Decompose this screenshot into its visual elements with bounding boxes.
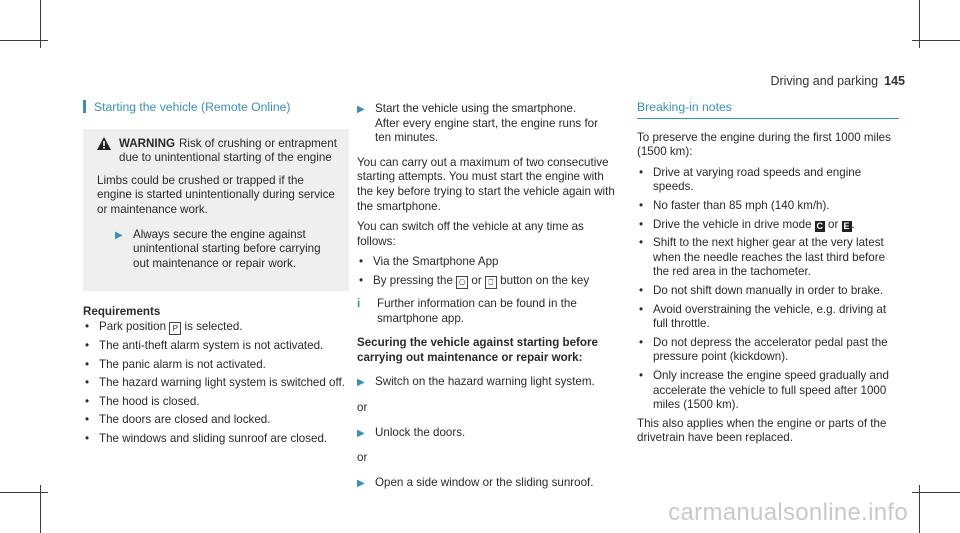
- step1-text: Start the vehicle using the smartphone.: [375, 102, 577, 115]
- warning-step-text: Always secure the engine against unintentional starting before carrying out maintenance or repair work.: [133, 227, 321, 270]
- column-right: [637, 100, 899, 452]
- warning-label: WARNING: [119, 136, 176, 150]
- warning-box: [83, 129, 349, 292]
- list-item: • Via the Smartphone App: [357, 255, 617, 270]
- requirements-title: Requirements: [83, 305, 161, 319]
- step-arrow-icon: ▶: [115, 229, 123, 241]
- list-item: • The doors are closed and locked.: [83, 413, 349, 428]
- info-note: [357, 297, 617, 326]
- switch-off-list: [357, 255, 617, 289]
- column-left: [83, 100, 349, 451]
- crop-mark: [0, 40, 48, 41]
- list-item: [357, 274, 617, 289]
- step-text: Unlock the doors.: [375, 425, 466, 439]
- or-text: or: [357, 451, 368, 465]
- warning-triangle-icon: [97, 137, 111, 166]
- req-park-post: is selected.: [184, 319, 243, 333]
- list-item: • Avoid overstraining the vehicle, e.g. driving at full throttle.: [637, 303, 899, 332]
- section-title-text: Starting the vehicle (Remote Online): [94, 100, 291, 114]
- step: [357, 476, 617, 492]
- list-item: • Do not depress the accelerator pedal past the pressure point (kickdown).: [637, 336, 899, 365]
- breaking-in-list: [637, 166, 899, 413]
- paragraph: You can carry out a maximum of two consecutive starting attempts. You must start the engine with the key before trying to start the vehicle again with the smartphone.: [357, 155, 615, 213]
- requirements-list: [83, 320, 349, 447]
- lock-key-icon: ⎔: [456, 276, 468, 289]
- breaking-in-title: Breaking-in notes: [637, 100, 899, 119]
- park-key-icon: P: [169, 322, 181, 335]
- column-middle: [357, 100, 617, 501]
- header-section: Driving and parking: [770, 74, 879, 88]
- or-word: or: [471, 273, 482, 287]
- step: [357, 426, 617, 442]
- list-item: • Drive at varying road speeds and engine speeds.: [637, 166, 899, 195]
- paragraph: To preserve the engine during the first 1000 miles (1500 km):: [637, 130, 891, 159]
- page-header: [770, 74, 905, 88]
- step: [357, 102, 617, 146]
- paragraph: This also applies when the engine or parts of the drivetrain have been replaced.: [637, 416, 887, 445]
- list-item: • No faster than 85 mph (140 km/h).: [637, 199, 899, 214]
- crop-mark: [0, 492, 48, 493]
- drive-mode-pre: Drive the vehicle in drive mode: [653, 217, 812, 231]
- warning-body: Limbs could be crushed or trapped if the engine is started unintentionally during service or maintenance work.: [97, 173, 335, 216]
- step-text: [375, 102, 617, 146]
- list-item: • Do not shift down manually in order to brake.: [637, 284, 899, 299]
- step-text: Switch on the hazard warning light system.: [375, 375, 595, 389]
- warning-headline: Risk of crushing or entrapment due to unintentional starting of the engine: [119, 136, 337, 165]
- list-item: • The panic alarm is not activated.: [83, 358, 349, 373]
- list-item: • Only increase the engine speed gradually and accelerate the vehicle to full speed after 1000 miles (1500 km).: [637, 369, 899, 413]
- step-arrow-icon: ▶: [357, 477, 365, 489]
- title-bar: [83, 100, 86, 113]
- step-text: Open a side window or the sliding sunroof.: [375, 475, 594, 489]
- watermark: carmanualsonline.info: [668, 499, 908, 526]
- crop-mark: [912, 492, 960, 493]
- step-arrow-icon: ▶: [357, 104, 365, 115]
- drive-mode-e-icon: E: [843, 220, 850, 231]
- list-item: • The hazard warning light system is switched off.: [83, 376, 349, 391]
- pressing-post: button on the key: [500, 273, 590, 287]
- crop-mark: [912, 40, 960, 41]
- step-arrow-icon: ▶: [357, 427, 365, 439]
- list-item: • The windows and sliding sunroof are closed.: [83, 432, 349, 447]
- paragraph: You can switch off the vehicle at any time as follows:: [357, 220, 584, 248]
- pressing-pre: By pressing the: [373, 273, 453, 287]
- drive-mode-c-icon: C: [816, 220, 824, 231]
- note-text: Further information can be found in the smartphone app.: [377, 296, 577, 325]
- warning-headline-wrap: [119, 137, 339, 166]
- warning-header: [97, 137, 339, 166]
- warning-step: [97, 228, 339, 272]
- list-item: • The hood is closed.: [83, 395, 349, 410]
- unlock-key-icon: ⎕: [485, 276, 497, 289]
- subsection-title: Securing the vehicle against starting before carrying out maintenance or repair work:: [357, 336, 598, 364]
- or-text: or: [357, 400, 368, 414]
- step-arrow-icon: ▶: [357, 377, 365, 389]
- section-title: [83, 100, 349, 115]
- list-item: • Drive the vehicle in drive mode C or E .: [637, 218, 899, 233]
- list-item: • Shift to the next higher gear at the very latest when the needle reaches the last third before the red area in the tachometer.: [637, 236, 899, 280]
- list-item: [83, 320, 349, 335]
- info-icon: i: [357, 296, 361, 310]
- mode-or: or: [828, 217, 839, 231]
- req-park-pre: Park position: [99, 319, 167, 333]
- step1-detail: After every engine start, the engine runs for ten minutes.: [375, 116, 598, 145]
- list-item: • The anti-theft alarm system is not activated.: [83, 339, 349, 354]
- step: [357, 375, 617, 391]
- page-number: 145: [884, 74, 905, 88]
